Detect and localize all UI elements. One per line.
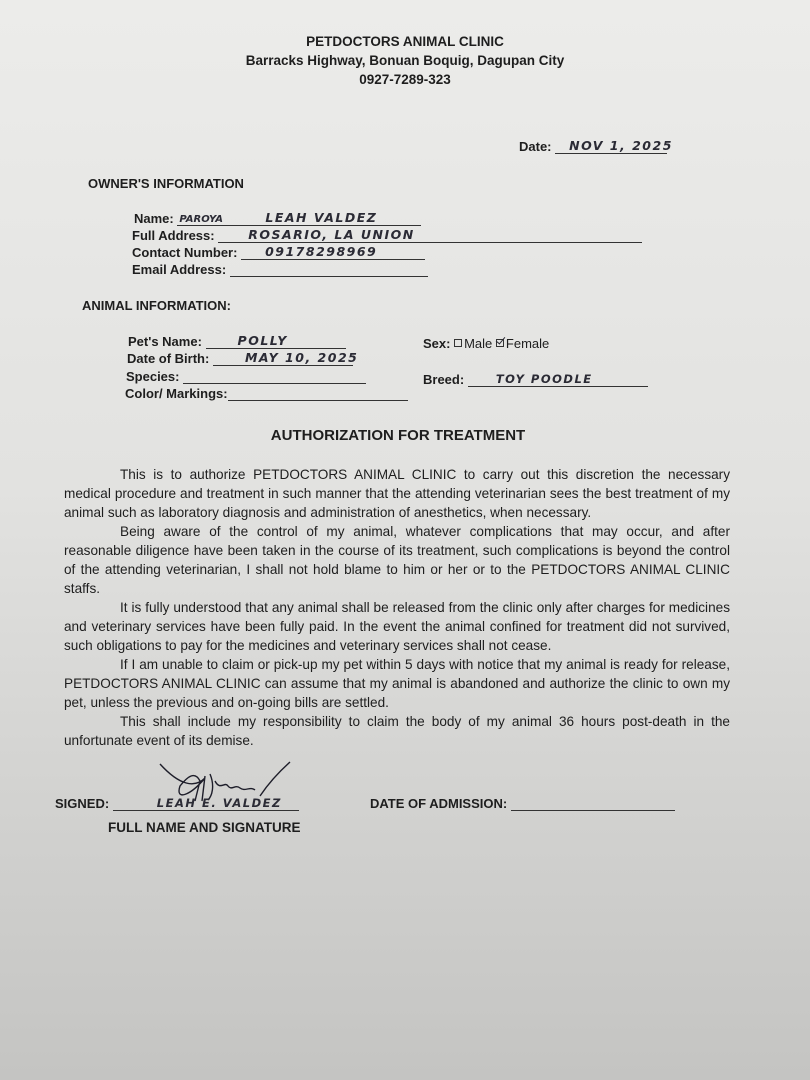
owner-name-field[interactable] <box>134 211 421 226</box>
breed-label: Breed: <box>423 372 465 387</box>
paragraph: This is to authorize PETDOCTORS ANIMAL CLINIC to carry out this discretion the necessary medical procedure and treatment in such manner that the attending veterinarian sees the best treatment of my animal such as laboratory diagnosis and administration of anesthetics, when necessary. <box>64 467 730 520</box>
dob-field[interactable] <box>127 350 359 366</box>
admission-date-field[interactable] <box>370 796 675 811</box>
paragraph: This shall include my responsibility to claim the body of my animal 36 hours post-death in the unfortunate event of its demise. <box>64 714 730 748</box>
male-checkbox[interactable] <box>454 339 462 347</box>
contact-label: Contact Number: <box>132 245 238 260</box>
signature-section <box>0 796 810 856</box>
paragraph: It is fully understood that any animal shall be released from the clinic only after charges for medicines and veterinary services have been fully paid. In the event the animal confined for treatment did not survived, such obligations to pay for the medicines and veterinary services shall not cease. <box>64 600 730 653</box>
authorization-body <box>64 465 730 750</box>
paragraph: Being aware of the control of my animal, whatever complications that may occur, and after reasonable diligence have been taken in the course of its treatment, such complications is beyond the control of the attending veterinarian, I shall not hold blame to him or her or to the PETDOCTORS ANIMAL CLINIC staffs. <box>64 524 730 596</box>
signed-label: SIGNED: <box>55 796 110 811</box>
owner-address-field[interactable] <box>132 228 642 243</box>
owner-email-field[interactable] <box>132 262 428 277</box>
signed-field[interactable] <box>55 796 299 811</box>
signature-caption: FULL NAME AND SIGNATURE <box>108 820 301 835</box>
owner-contact-field[interactable] <box>132 245 425 260</box>
dob-label: Date of Birth: <box>127 351 210 366</box>
sex-male-option[interactable] <box>454 336 492 351</box>
signed-value: LEAH E. VALDEZ <box>156 796 282 810</box>
breed-field[interactable] <box>423 372 648 387</box>
pet-name-value: POLLY <box>237 333 288 348</box>
signature-scribble: PAROYA <box>179 214 224 225</box>
female-label: Female <box>505 336 550 351</box>
lower-section <box>0 465 810 856</box>
male-label: Male <box>464 336 493 351</box>
clinic-name: PETDOCTORS ANIMAL CLINIC <box>306 34 504 49</box>
check-mark-icon <box>496 334 506 344</box>
species-label: Species: <box>126 369 180 384</box>
sex-female-option[interactable] <box>496 336 549 351</box>
date-value: NOV 1, 2025 <box>569 138 673 153</box>
sex-label: Sex: <box>423 336 451 351</box>
clinic-address: Barracks Highway, Bonuan Boquig, Dagupan City <box>245 53 565 68</box>
email-label: Email Address: <box>132 262 227 277</box>
date-label: Date: <box>519 139 552 154</box>
color-field[interactable] <box>125 386 408 401</box>
owner-heading: OWNER'S INFORMATION <box>88 176 244 191</box>
clinic-phone: 0927-7289-323 <box>359 72 451 87</box>
animal-heading: ANIMAL INFORMATION: <box>82 298 231 313</box>
paragraph: If I am unable to claim or pick-up my pet within 5 days with notice that my animal is ready for release, PETDOCTORS ANIMAL CLINIC can assume that my animal is abandoned and authorize the clinic to own my pet, unless the previous and on-going bills are settled. <box>64 657 730 710</box>
color-label: Color/ Markings: <box>125 386 228 401</box>
admission-label: DATE OF ADMISSION: <box>370 796 508 811</box>
name-value: LEAH VALDEZ <box>265 210 378 225</box>
address-label: Full Address: <box>132 228 215 243</box>
dob-value: MAY 10, 2025 <box>244 350 359 365</box>
authorization-title: AUTHORIZATION FOR TREATMENT <box>270 427 526 444</box>
pet-name-field[interactable] <box>128 334 346 349</box>
breed-value: TOY POODLE <box>495 372 593 386</box>
contact-value: 09178298969 <box>265 244 378 259</box>
female-checkbox-checked[interactable] <box>496 339 504 347</box>
date-field[interactable] <box>519 138 673 154</box>
sex-field <box>423 336 549 351</box>
address-value: ROSARIO, LA UNION <box>248 227 415 242</box>
species-field[interactable] <box>126 369 366 384</box>
pet-name-label: Pet's Name: <box>128 334 202 349</box>
name-label: Name: <box>134 211 174 226</box>
